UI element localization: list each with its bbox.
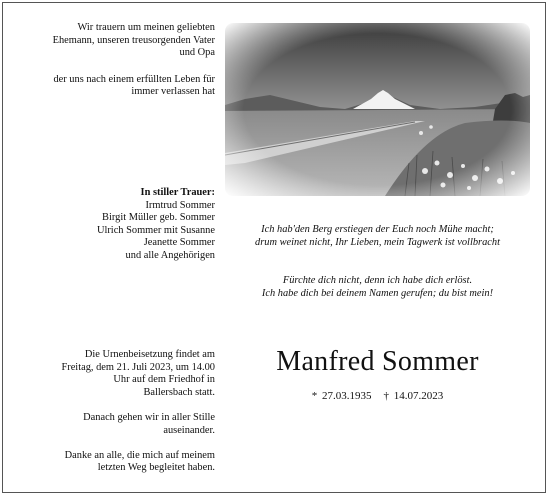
poem-verse: [225, 224, 530, 250]
mourners-heading: In stiller Trauer:: [140, 187, 215, 198]
thanks-line: Danke an alle, die mich auf meinem: [64, 449, 215, 461]
landscape-image: [225, 23, 530, 196]
life-dates: [225, 389, 530, 403]
funeral-line: Freitag, dem 21. Juli 2023, um 14.00: [61, 361, 215, 373]
poem-line: drum weinet nicht, Ihr Lieben, mein Tagwerk ist vollbracht: [255, 236, 500, 248]
funeral-paragraph: [3, 412, 215, 437]
intro-line: Wir trauern um meinen geliebten: [77, 22, 215, 33]
quote-line: Ich habe dich bei deinem Namen gerufen; du bist mein!: [261, 287, 494, 299]
scripture-quote: [225, 275, 530, 301]
funeral-line: Ballersbach statt.: [143, 386, 215, 398]
mourner-name: Irmtrud Sommer: [145, 199, 215, 211]
quote-line: Fürchte dich nicht, denn ich habe dich erlöst.: [282, 275, 473, 286]
funeral-line: Uhr auf dem Friedhof in: [113, 374, 215, 386]
thanks-line: letzten Weg begleitet haben.: [97, 462, 215, 474]
poem-line: Ich hab'den Berg erstiegen der Euch noch Mühe macht;: [261, 224, 494, 235]
thanks-paragraph: [3, 450, 215, 475]
birth-date: * 27.03.1935: [311, 390, 372, 402]
funeral-info: [3, 349, 215, 488]
intro-line: Ehemann, unseren treusorgenden Vater: [52, 34, 215, 46]
intro-line: immer verlassen hat: [131, 86, 215, 98]
mourners-list: [3, 187, 215, 263]
mourner-name: Birgit Müller geb. Sommer: [102, 212, 215, 224]
funeral-paragraph: [3, 349, 215, 399]
mourner-name: Ulrich Sommer mit Susanne: [96, 224, 215, 236]
intro-text: [3, 22, 215, 99]
mourner-name: Jeanette Sommer: [143, 237, 215, 249]
mourner-name: und alle Angehörigen: [125, 249, 215, 261]
deceased-name: Manfred Sommer: [276, 346, 479, 377]
death-date: † 14.07.2023: [383, 390, 444, 402]
funeral-line: Die Urnenbeisetzung findet am: [84, 349, 215, 360]
intro-line: der uns nach einem erfüllten Leben für: [53, 73, 215, 85]
funeral-line: auseinander.: [163, 424, 215, 436]
funeral-line: Danach gehen wir in aller Stille: [83, 411, 215, 423]
obituary-card: [2, 2, 546, 493]
intro-line: und Opa: [179, 47, 215, 59]
mountain-landscape-photo: [225, 23, 530, 196]
